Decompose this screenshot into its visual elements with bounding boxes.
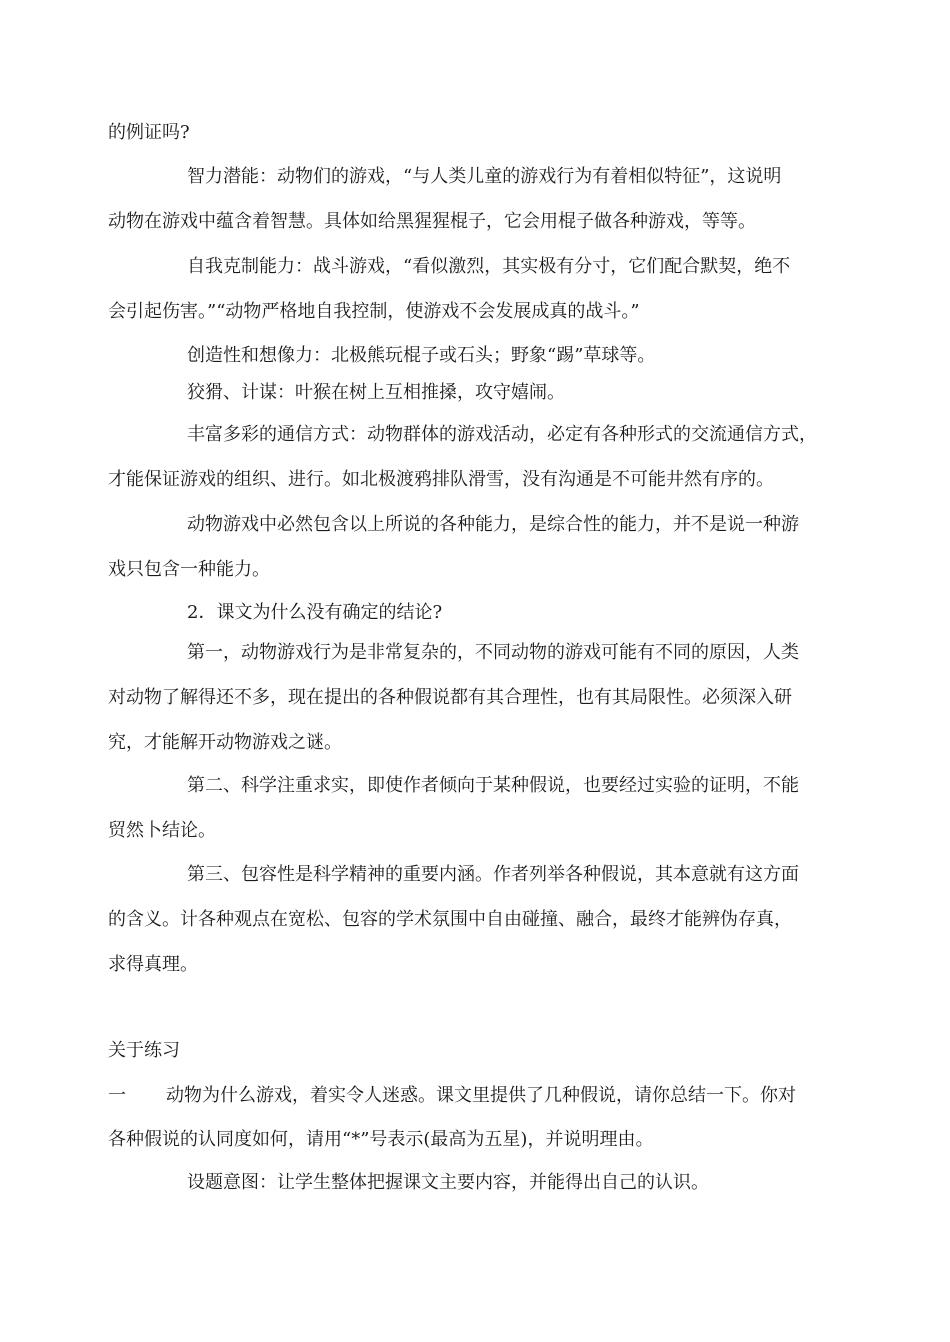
text-line: 的含义。计各种观点在宽松、包容的学术氛围中自由碰撞、融合，最终才能辨伪存真， [108,909,792,930]
text-line: 自我克制能力：战斗游戏，“看似激烈，其实极有分寸，它们配合默契，绝不 [187,256,791,277]
text-line: 智力潜能：动物们的游戏，“与人类儿童的游戏行为有着相似特征”，这说明 [187,166,782,187]
text-line: 第一，动物游戏行为是非常复杂的，不同动物的游戏可能有不同的原因，人类 [187,642,799,663]
text-line: 动物在游戏中蕴含着智慧。具体如给黑猩猩棍子，它会用棍子做各种游戏，等等。 [108,211,756,232]
section-title: 关于练习 [108,1040,180,1061]
text-line: 第三、包容性是科学精神的重要内涵。作者列举各种假说，其本意就有这方面 [187,864,799,885]
text-line: 第二、科学注重求实，即使作者倾向于某种假说，也要经过实验的证明，不能 [187,775,799,796]
text-line: 戏只包含一种能力。 [108,559,270,580]
text-line: 丰富多彩的通信方式：动物群体的游戏活动，必定有各种形式的交流通信方式， [187,424,817,445]
text-line: 会引起伤害。”“动物严格地自我控制，使游戏不会发展成真的战斗。” [108,301,640,322]
text-line: 对动物了解得还不多，现在提出的各种假说都有其合理性，也有其局限性。必须深入研 [108,687,792,708]
text-line: 贸然卜结论。 [108,820,216,841]
text-line: 狡猾、计谋：叶猴在树上互相推搡，攻守嬉闹。 [187,382,565,403]
text-line: 动物为什么游戏，着实令人迷惑。课文里提供了几种假说，请你总结一下。你对 [166,1085,796,1106]
text-line: 才能保证游戏的组织、进行。如北极渡鸦排队滑雪，没有沟通是不可能井然有序的。 [108,469,774,490]
text-line: 的例证吗? [108,122,190,143]
text-line: 求得真理。 [108,954,198,975]
text-line: 创造性和想像力：北极熊玩棍子或石头；野象“踢”草球等。 [187,345,656,366]
section-heading: 2．课文为什么没有确定的结论? [187,602,443,623]
text-line: 设题意图：让学生整体把握课文主要内容，并能得出自己的认识。 [187,1172,709,1193]
text-line: 动物游戏中必然包含以上所说的各种能力，是综合性的能力，并不是说一种游 [187,514,799,535]
text-line: 究，才能解开动物游戏之谜。 [108,732,342,753]
text-line: 各种假说的认同度如何，请用“*”号表示(最高为五星)，并说明理由。 [108,1129,654,1150]
exercise-number: 一 [108,1085,126,1106]
